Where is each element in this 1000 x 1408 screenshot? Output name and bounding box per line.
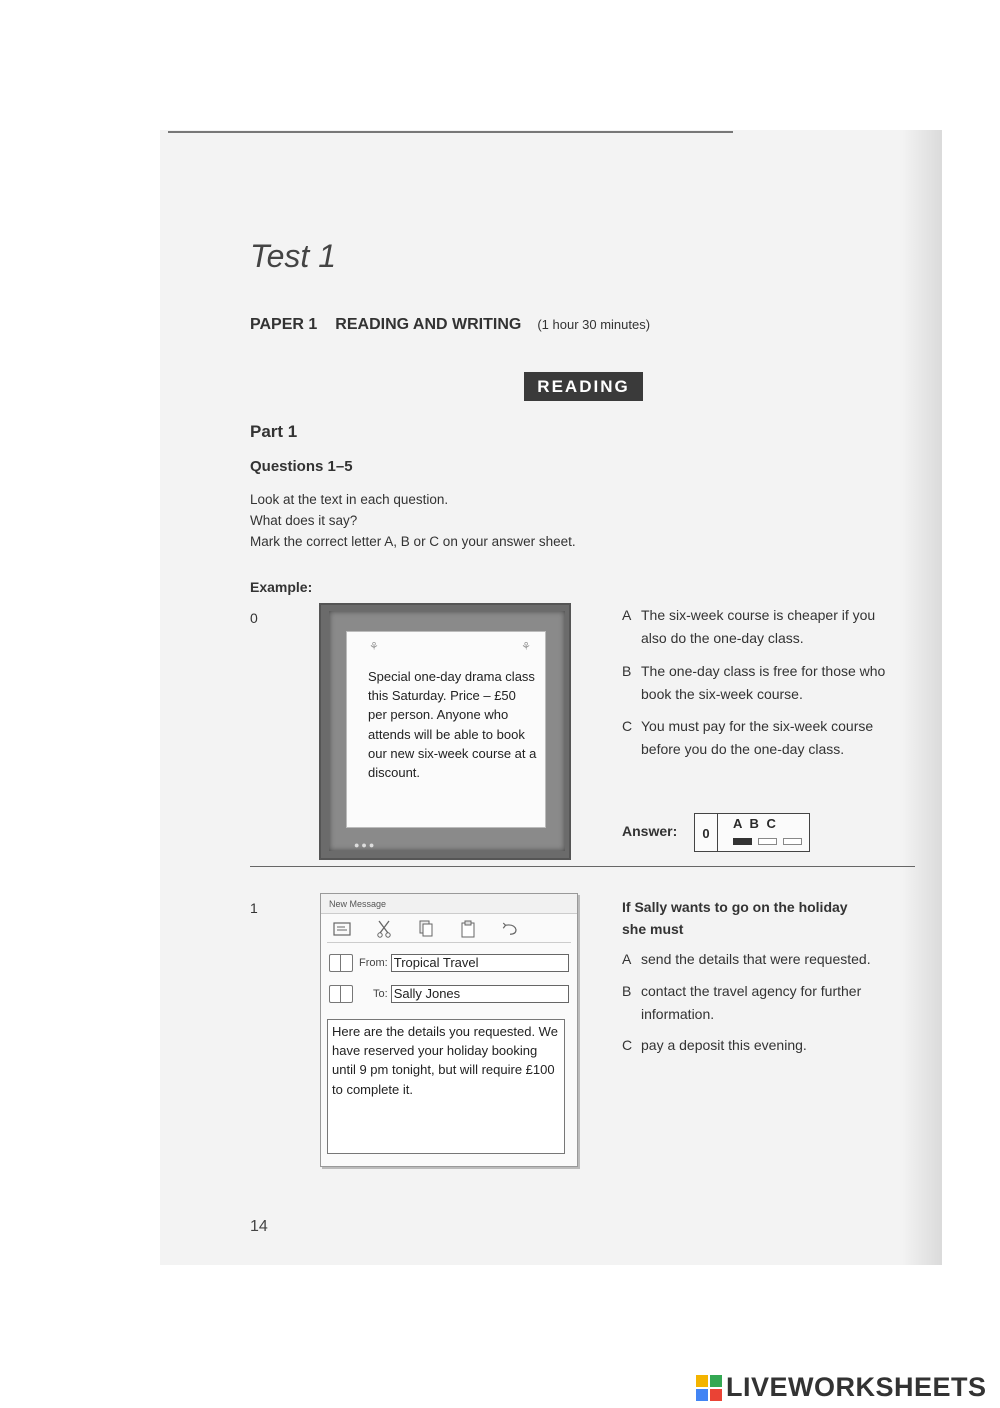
option-text: also do the one-day class. xyxy=(641,630,804,646)
option-letter: A xyxy=(622,951,632,967)
option-text: send the details that were requested. xyxy=(641,951,871,967)
page-number: 14 xyxy=(250,1218,268,1235)
part-title: Part 1 xyxy=(250,422,298,441)
paper-heading xyxy=(250,316,650,334)
instruction-line: Mark the correct letter A, B or C on your answer sheet. xyxy=(250,534,576,549)
option-text: book the six-week course. xyxy=(641,686,803,702)
to-label: To: xyxy=(373,988,388,1000)
answer-letters: A B C xyxy=(733,816,778,831)
answer-bubble-a xyxy=(733,838,752,845)
option-text: pay a deposit this evening. xyxy=(641,1037,807,1053)
email-toolbar xyxy=(327,916,571,943)
pin-icon: ⚘ xyxy=(521,641,531,653)
cut-icon xyxy=(375,920,393,938)
answer-label: Answer: xyxy=(622,823,678,839)
address-book-icon xyxy=(329,954,353,972)
q1-option-b xyxy=(622,980,861,1026)
page-shadow xyxy=(902,130,942,1265)
send-icon xyxy=(333,920,351,938)
notice-card xyxy=(346,631,546,828)
top-rule xyxy=(168,131,733,133)
answer-bubble-c xyxy=(783,838,802,845)
section-divider xyxy=(250,866,915,867)
instruction-line: Look at the text in each question. xyxy=(250,492,449,507)
notice-text: Special one-day drama class this Saturday. Price – £50 per person. Anyone who attends will be able to book our new six-week course at a discount. xyxy=(368,669,537,781)
email-body: Here are the details you requested. We have reserved your holiday booking until 9 pm tonight, but will require £100 to complete it. xyxy=(327,1019,565,1154)
paste-icon xyxy=(459,920,477,938)
from-row xyxy=(329,952,569,974)
paper-number: PAPER 1 xyxy=(250,316,318,333)
pin-icon: ⚘ xyxy=(369,641,379,653)
logo-grid-icon xyxy=(696,1375,722,1401)
option-letter: B xyxy=(622,983,632,999)
instruction-line: What does it say? xyxy=(250,513,358,528)
reading-badge: READING xyxy=(524,372,643,401)
address-book-icon xyxy=(329,985,353,1003)
option-letter: A xyxy=(622,607,632,623)
option-letter: B xyxy=(622,663,632,679)
email-window xyxy=(320,893,578,1167)
example-option-c xyxy=(622,715,873,761)
option-text: before you do the one-day class. xyxy=(641,741,845,757)
to-field: Sally Jones xyxy=(391,985,569,1003)
example-option-b xyxy=(622,660,885,706)
answer-grid xyxy=(694,813,810,852)
to-row xyxy=(329,983,569,1005)
board-dots: ●●● xyxy=(354,840,377,850)
answer-bubbles xyxy=(733,838,802,845)
liveworksheets-logo xyxy=(696,1372,987,1403)
paper-duration: (1 hour 30 minutes) xyxy=(537,317,651,332)
questions-range: Questions 1–5 xyxy=(250,458,353,475)
copy-icon xyxy=(417,920,435,938)
from-label: From: xyxy=(359,957,388,969)
stem-line: she must xyxy=(622,921,684,937)
example-number: 0 xyxy=(250,610,258,626)
option-letter: C xyxy=(622,1037,633,1053)
q1-option-c xyxy=(622,1034,807,1057)
option-text: contact the travel agency for further xyxy=(641,983,862,999)
option-text: You must pay for the six-week course xyxy=(641,718,874,734)
from-field: Tropical Travel xyxy=(391,954,569,972)
example-label: Example: xyxy=(250,579,313,595)
question-number: 1 xyxy=(250,900,258,916)
option-text: The six-week course is cheaper if you xyxy=(641,607,876,623)
option-text: information. xyxy=(641,1006,715,1022)
email-title: New Message xyxy=(321,894,577,914)
answer-number: 0 xyxy=(695,814,718,851)
option-letter: C xyxy=(622,718,633,734)
stem-line: If Sally wants to go on the holiday xyxy=(622,899,848,915)
q1-option-a xyxy=(622,948,871,971)
paper-section: READING AND WRITING xyxy=(335,316,522,333)
answer-bubble-b xyxy=(758,838,777,845)
test-title: Test 1 xyxy=(250,238,336,274)
example-option-a xyxy=(622,604,875,650)
question-stem xyxy=(622,896,892,940)
option-text: The one-day class is free for those who xyxy=(641,663,886,679)
logo-text: LIVEWORKSHEETS xyxy=(726,1372,987,1402)
undo-icon xyxy=(501,920,519,938)
